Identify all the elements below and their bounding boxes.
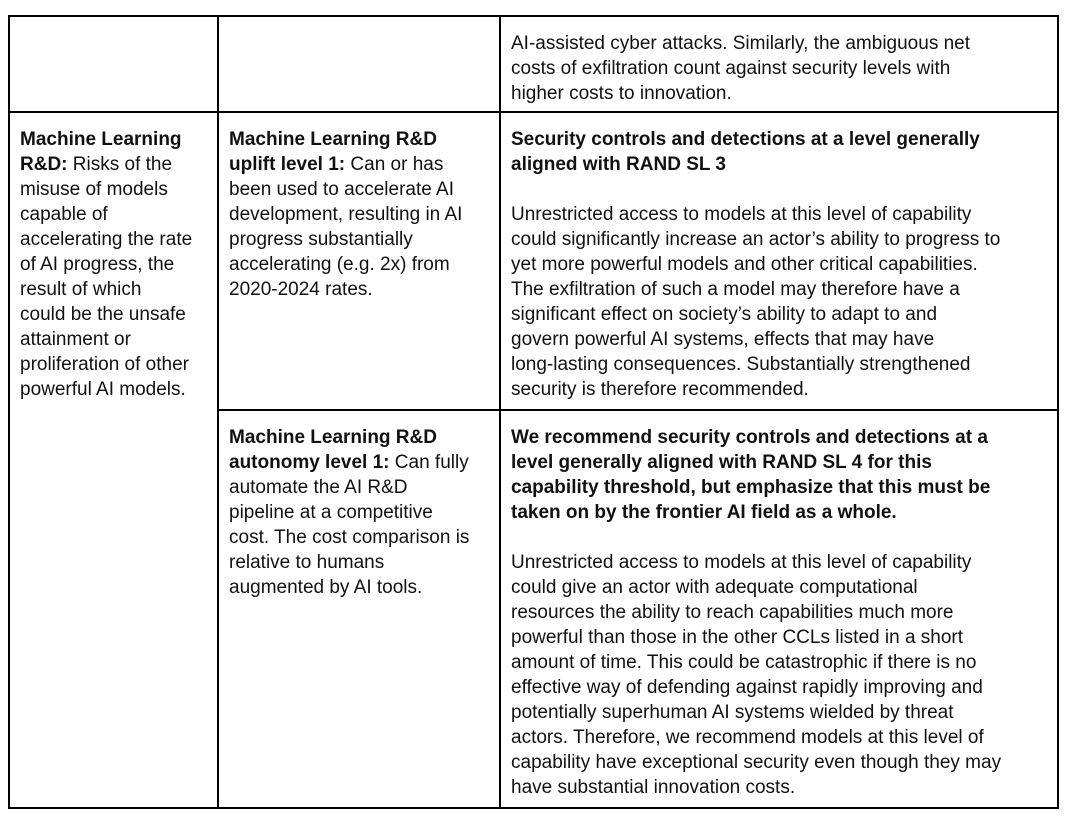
text-line [511, 650, 1057, 675]
text: could give an actor with adequate computational [511, 577, 918, 598]
bold-text: level generally aligned with RAND SL 4 for this [511, 452, 932, 473]
text-line [511, 327, 1057, 352]
text-line [20, 152, 217, 177]
text: effective way of defending against rapidly improving and [511, 677, 983, 698]
text: govern powerful AI systems, effects that may have [511, 329, 935, 350]
text-line [511, 352, 1057, 377]
bold-text: Security controls and detections at a level generally [511, 129, 980, 150]
text-line [511, 81, 1057, 106]
text-line [20, 277, 217, 302]
bold-text: taken on by the frontier AI field as a whole. [511, 502, 897, 523]
text-line [511, 725, 1057, 750]
text: have substantial innovation costs. [511, 777, 796, 798]
text-line [20, 127, 217, 152]
text: amount of time. This could be catastrophic if there is no [511, 652, 977, 673]
bold-text: R&D: [20, 154, 68, 175]
text: Risks of the [67, 154, 173, 175]
cell-security-recommendation [499, 15, 1059, 113]
text-line [20, 377, 217, 402]
cell-security-recommendation [499, 111, 1059, 411]
text: long-lasting consequences. Substantially strengthened [511, 354, 971, 375]
text-line [229, 152, 499, 177]
text-line [229, 127, 499, 152]
text: potentially superhuman AI systems wielded by threat [511, 702, 954, 723]
text-line [511, 575, 1057, 600]
text-line [229, 525, 499, 550]
text-line [229, 227, 499, 252]
text: accelerating the rate [20, 229, 193, 250]
paragraph [20, 127, 217, 402]
bold-text: autonomy level 1: [229, 452, 390, 473]
paragraph-gap [511, 525, 1057, 550]
text: development, resulting in AI [229, 204, 463, 225]
text: automate the AI R&D [229, 477, 408, 498]
paragraph [511, 127, 1057, 177]
text: been used to accelerate AI [229, 179, 454, 200]
text-line [229, 575, 499, 600]
text-line [20, 227, 217, 252]
text: could significantly increase an actor’s ability to progress to [511, 229, 1001, 250]
text: Can or has [345, 154, 444, 175]
text: capability have exceptional security even though they may [511, 752, 1002, 773]
text-line [229, 450, 499, 475]
text: relative to humans [229, 552, 385, 573]
text: cost. The cost comparison is [229, 527, 470, 548]
text: security is therefore recommended. [511, 379, 809, 400]
text: significant effect on society’s ability to adapt to and [511, 304, 938, 325]
text: Unrestricted access to models at this level of capability [511, 552, 972, 573]
cell-risk-domain [8, 111, 219, 809]
text-line [511, 625, 1057, 650]
text: Can fully [389, 452, 469, 473]
text: yet more powerful models and other critical capabilities. [511, 254, 978, 275]
text-line [20, 177, 217, 202]
text-line [229, 500, 499, 525]
text-line [511, 475, 1057, 500]
text: attainment or [20, 329, 131, 350]
paragraph [511, 550, 1057, 800]
text: misuse of models [20, 179, 168, 200]
text: could be the unsafe [20, 304, 186, 325]
text-line [20, 352, 217, 377]
capability-security-table [8, 15, 1059, 809]
text-line [511, 377, 1057, 402]
text: powerful than those in the other CCLs listed in a short [511, 627, 964, 648]
text: accelerating (e.g. 2x) from [229, 254, 450, 275]
text-line [229, 252, 499, 277]
cell-capability-level [217, 111, 501, 411]
text: progress substantially [229, 229, 413, 250]
text-line [229, 277, 499, 302]
text-line [511, 152, 1057, 177]
text-line [511, 127, 1057, 152]
text: AI-assisted cyber attacks. Similarly, the ambiguous net [511, 33, 971, 54]
text-line [20, 327, 217, 352]
cell-capability-level [217, 15, 501, 113]
text-line [511, 550, 1057, 575]
text: capable of [20, 204, 108, 225]
bold-text: Machine Learning [20, 129, 182, 150]
text: powerful AI models. [20, 379, 186, 400]
text: proliferation of other [20, 354, 189, 375]
text: actors. Therefore, we recommend models at this level of [511, 727, 984, 748]
paragraph [511, 425, 1057, 525]
text: pipeline at a competitive [229, 502, 433, 523]
text-line [511, 775, 1057, 800]
text-line [511, 750, 1057, 775]
text-line [511, 500, 1057, 525]
text-line [229, 177, 499, 202]
cell-security-recommendation [499, 409, 1059, 809]
text: higher costs to innovation. [511, 83, 732, 104]
text-line [511, 450, 1057, 475]
text-line [20, 202, 217, 227]
text-line [229, 475, 499, 500]
text: costs of exfiltration count against security levels with [511, 58, 951, 79]
text: of AI progress, the [20, 254, 175, 275]
cell-capability-level [217, 409, 501, 809]
text-line [511, 675, 1057, 700]
text-line [511, 700, 1057, 725]
text: augmented by AI tools. [229, 577, 423, 598]
text-line [20, 302, 217, 327]
text-line [229, 550, 499, 575]
text-line [511, 600, 1057, 625]
text: The exfiltration of such a model may therefore have a [511, 279, 960, 300]
paragraph [229, 127, 499, 302]
text-line [511, 227, 1057, 252]
text-line [229, 425, 499, 450]
text-line [511, 277, 1057, 302]
paragraph [511, 31, 1057, 106]
text-line [511, 202, 1057, 227]
text-line [511, 302, 1057, 327]
paragraph [511, 202, 1057, 402]
text: result of which [20, 279, 142, 300]
text-line [511, 425, 1057, 450]
bold-text: We recommend security controls and detections at a [511, 427, 988, 448]
bold-text: Machine Learning R&D [229, 427, 437, 448]
bold-text: capability threshold, but emphasize that this must be [511, 477, 991, 498]
bold-text: Machine Learning R&D [229, 129, 437, 150]
text: 2020-2024 rates. [229, 279, 373, 300]
text-line [511, 56, 1057, 81]
paragraph-gap [511, 177, 1057, 202]
text: Unrestricted access to models at this level of capability [511, 204, 972, 225]
bold-text: aligned with RAND SL 3 [511, 154, 727, 175]
text: resources the ability to reach capabilities much more [511, 602, 954, 623]
text-line [511, 252, 1057, 277]
text-line [20, 252, 217, 277]
paragraph [229, 425, 499, 600]
text-line [511, 31, 1057, 56]
cell-risk-domain [8, 15, 219, 113]
text-line [229, 202, 499, 227]
bold-text: uplift level 1: [229, 154, 346, 175]
